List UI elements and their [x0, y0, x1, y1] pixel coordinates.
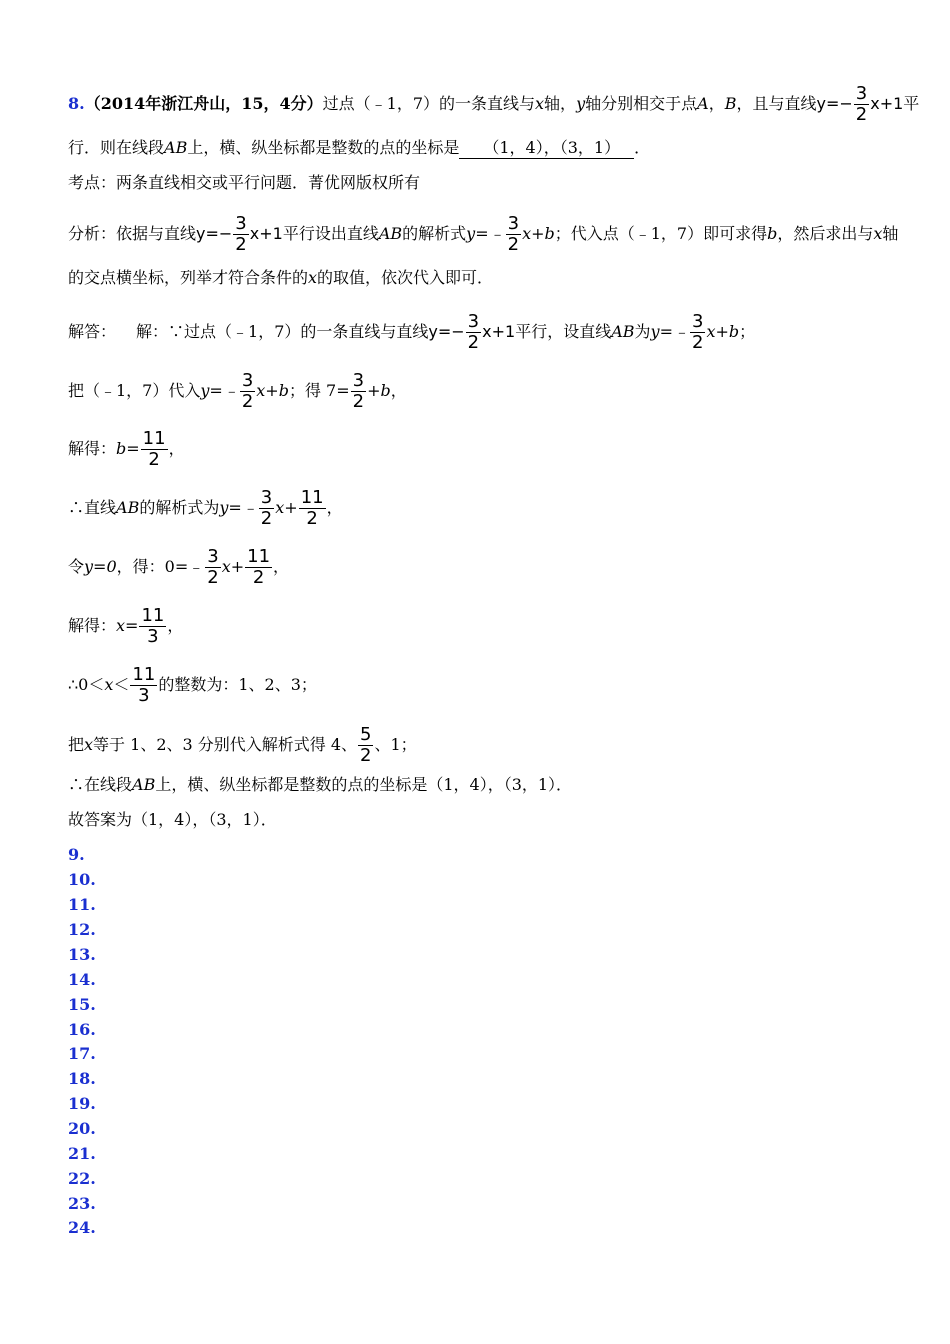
- equation-part: y=﹣: [650, 322, 689, 341]
- stem-text: 轴，: [544, 94, 577, 113]
- fraction-denominator: 2: [306, 508, 318, 529]
- analysis-text: ；代入点（﹣1，7）即可求得: [554, 224, 768, 243]
- fraction-numerator: 11: [141, 605, 165, 626]
- equation-part: x+1: [249, 224, 283, 243]
- question-number-14: 14.: [68, 970, 96, 989]
- fraction-11-3: [139, 606, 166, 647]
- fraction-11-2: [299, 488, 326, 529]
- q8-stem-line1: [68, 84, 919, 125]
- step-substitute: [68, 371, 407, 412]
- analysis-text: 平行设出直线: [282, 224, 379, 243]
- fraction-3-2: [205, 547, 220, 588]
- solution-text: 的整数为：1、2、3；: [158, 675, 317, 694]
- solution-text: 解得：: [68, 439, 117, 458]
- jieda-line: [68, 312, 755, 353]
- question-number-15: 15.: [68, 995, 96, 1014]
- equation-part: x+b: [522, 224, 555, 243]
- fraction-numerator: 11: [142, 428, 166, 449]
- solution-text: ，: [168, 439, 185, 458]
- segment-ab: AB: [611, 322, 635, 341]
- equation-part: y=﹣: [200, 381, 239, 400]
- q8-stem-line2: [68, 138, 650, 159]
- solution-text: 令: [68, 557, 85, 576]
- equation-part: x+: [275, 498, 298, 517]
- question-number-9: 9.: [68, 845, 85, 864]
- fraction-denominator: 2: [352, 391, 365, 412]
- fraction-denominator: 3: [147, 626, 159, 647]
- stem-text: ．: [634, 138, 651, 157]
- question-number-17: 17.: [68, 1044, 96, 1063]
- equation-part: x+: [221, 557, 245, 576]
- solution-text: 故答案为（1，4），（3，1）．: [68, 810, 277, 829]
- fraction-numerator: 3: [855, 83, 868, 104]
- fraction-3-2: [466, 312, 481, 353]
- analysis-text: 的解析式: [402, 224, 467, 243]
- question-number-13: 13.: [68, 945, 96, 964]
- fraction-numerator: 3: [691, 311, 704, 332]
- solution-text: 解：∵过点（﹣1，7）的一条直线与直线: [136, 322, 429, 341]
- fraction-numerator: 11: [132, 664, 156, 685]
- equation-part: y=−: [196, 224, 233, 243]
- question-number-16: 16.: [68, 1020, 96, 1039]
- step-integer-range: [68, 665, 317, 706]
- fraction-numerator: 3: [507, 213, 520, 234]
- fenxi-line1: [68, 214, 898, 255]
- stem-text: 上，横、纵坐标都是整数的点的坐标是: [187, 138, 460, 157]
- solution-text: 上，横、纵坐标都是整数的点的坐标是（1，4），（3，1）．: [155, 775, 573, 794]
- segment-ab: AB: [378, 224, 403, 243]
- equation-part: x+b: [706, 322, 740, 341]
- fraction-numerator: 3: [260, 487, 273, 508]
- fraction-denominator: 2: [207, 567, 219, 588]
- fraction-denominator: 2: [235, 234, 247, 255]
- analysis-text: 分析：依据与直线: [68, 224, 197, 243]
- fraction-3-2: [240, 371, 255, 412]
- fraction-numerator: 3: [235, 213, 247, 234]
- solution-text: 为: [634, 322, 651, 341]
- solution-text: ，: [390, 381, 407, 400]
- analysis-text: 轴: [882, 224, 899, 243]
- fraction-11-2: [245, 547, 272, 588]
- var-b: b: [767, 224, 778, 243]
- fraction-denominator: 2: [507, 234, 520, 255]
- fraction-3-2: [690, 312, 705, 353]
- fraction-denominator: 2: [260, 508, 273, 529]
- analysis-text: 的交点横坐标，列举才符合条件的: [68, 268, 309, 287]
- fenxi-line2: [68, 268, 493, 288]
- solution-text: ；得 7=: [288, 381, 350, 400]
- stem-text: 平: [903, 94, 920, 113]
- step-substitute-values: [68, 725, 417, 766]
- solution-text: ∴0＜: [68, 675, 105, 694]
- kaodian-line: [68, 173, 420, 193]
- solution-text: ∴直线: [68, 498, 117, 517]
- fraction-3-2: [259, 488, 274, 529]
- var-x: x: [308, 268, 318, 287]
- fraction-denominator: 2: [241, 391, 254, 412]
- fraction-denominator: 2: [360, 745, 372, 766]
- point-a: A: [697, 94, 709, 113]
- fraction-denominator: 2: [252, 567, 265, 588]
- fraction-denominator: 2: [691, 332, 704, 353]
- fraction-11-2: [141, 429, 168, 470]
- solution-text: 平行，设直线: [515, 322, 612, 341]
- equation-part: x+b: [256, 381, 289, 400]
- segment-ab: AB: [164, 138, 188, 157]
- step-solve-b: [68, 429, 185, 470]
- fraction-numerator: 3: [467, 311, 480, 332]
- equation-part: b=: [116, 439, 140, 458]
- question-number-19: 19.: [68, 1094, 96, 1113]
- fraction-3-2: [854, 84, 869, 125]
- kaodian-text: 考点：两条直线相交或平行问题．菁优网版权所有: [68, 173, 421, 192]
- fraction-numerator: 11: [247, 546, 271, 567]
- fraction-numerator: 5: [360, 724, 372, 745]
- fraction-denominator: 2: [467, 332, 480, 353]
- equation-part: y=﹣: [219, 498, 258, 517]
- equation-part: y=−: [428, 322, 465, 341]
- stem-text: ，: [708, 94, 725, 113]
- solution-text: ，: [167, 616, 184, 635]
- solution-text: ，: [273, 557, 290, 576]
- question-number-11: 11.: [68, 895, 96, 914]
- answer-line: [68, 810, 277, 830]
- equation-part: y=−: [816, 94, 853, 113]
- analysis-text: 的取值，依次代入即可．: [317, 268, 494, 287]
- question-number-20: 20.: [68, 1119, 96, 1138]
- fraction-numerator: 3: [352, 370, 365, 391]
- question-number-24: 24.: [68, 1218, 96, 1237]
- solution-text: 等于 1、2、3 分别代入解析式得 4、: [93, 735, 358, 754]
- equation-part: y=﹣: [466, 224, 505, 243]
- solution-text: 、1；: [374, 735, 417, 754]
- point-b: B: [724, 94, 737, 113]
- question-number-23: 23.: [68, 1194, 96, 1213]
- fraction-denominator: 3: [138, 685, 150, 706]
- fraction-denominator: 2: [855, 104, 868, 125]
- equation-part: x=: [116, 616, 139, 635]
- question-number-10: 10.: [68, 870, 96, 889]
- fraction-5-2: [358, 725, 373, 766]
- solution-text: 把: [68, 735, 85, 754]
- question-number-22: 22.: [68, 1169, 96, 1188]
- solution-text: ，: [326, 498, 343, 517]
- equation-part: +b: [367, 381, 391, 400]
- solution-text: ∴在线段: [68, 775, 133, 794]
- analysis-text: ，然后求出与: [777, 224, 874, 243]
- segment-ab: AB: [132, 775, 156, 794]
- stem-text: 行．则在线段: [68, 138, 165, 157]
- fraction-3-2: [506, 214, 521, 255]
- fraction-numerator: 3: [241, 370, 254, 391]
- step-solve-x: [68, 606, 183, 647]
- stem-text: 轴分别相交于点: [585, 94, 698, 113]
- jieda-label: 解答：: [68, 322, 117, 341]
- fraction-numerator: 11: [300, 487, 324, 508]
- solution-text: 的解析式为: [139, 498, 220, 517]
- equation-part: x+1: [482, 322, 516, 341]
- step-line-equation: [68, 488, 343, 529]
- fraction-3-2: [351, 371, 366, 412]
- equation-part: y=0: [84, 557, 117, 576]
- stem-text: ，且与直线: [736, 94, 817, 113]
- fraction-3-2: [233, 214, 248, 255]
- fraction-11-3: [130, 665, 157, 706]
- question-number: 8.: [68, 94, 85, 113]
- equation-part: x+1: [870, 94, 904, 113]
- step-conclusion: [68, 775, 572, 795]
- question-number-12: 12.: [68, 920, 96, 939]
- solution-text: 把（﹣1，7）代入: [68, 381, 201, 400]
- question-number-21: 21.: [68, 1144, 96, 1163]
- var-y: y: [576, 94, 586, 113]
- var-x: x: [84, 735, 94, 754]
- stem-text: 过点（﹣1，7）的一条直线与: [322, 94, 536, 113]
- segment-ab: AB: [116, 498, 140, 517]
- fraction-denominator: 2: [148, 449, 160, 470]
- var-x: x: [873, 224, 883, 243]
- var-x: x: [104, 675, 114, 694]
- solution-text: ＜: [113, 675, 130, 694]
- solution-text: ，得：0=﹣: [116, 557, 205, 576]
- solution-text: 解得：: [68, 616, 117, 635]
- solution-text: ；: [739, 322, 756, 341]
- var-x: x: [535, 94, 545, 113]
- answer-blank: （1，4），（3，1）: [459, 138, 634, 159]
- question-number-18: 18.: [68, 1069, 96, 1088]
- fraction-numerator: 3: [207, 546, 219, 567]
- question-source: （2014年浙江舟山，15，4分）: [84, 94, 323, 113]
- step-set-y-zero: [68, 547, 289, 588]
